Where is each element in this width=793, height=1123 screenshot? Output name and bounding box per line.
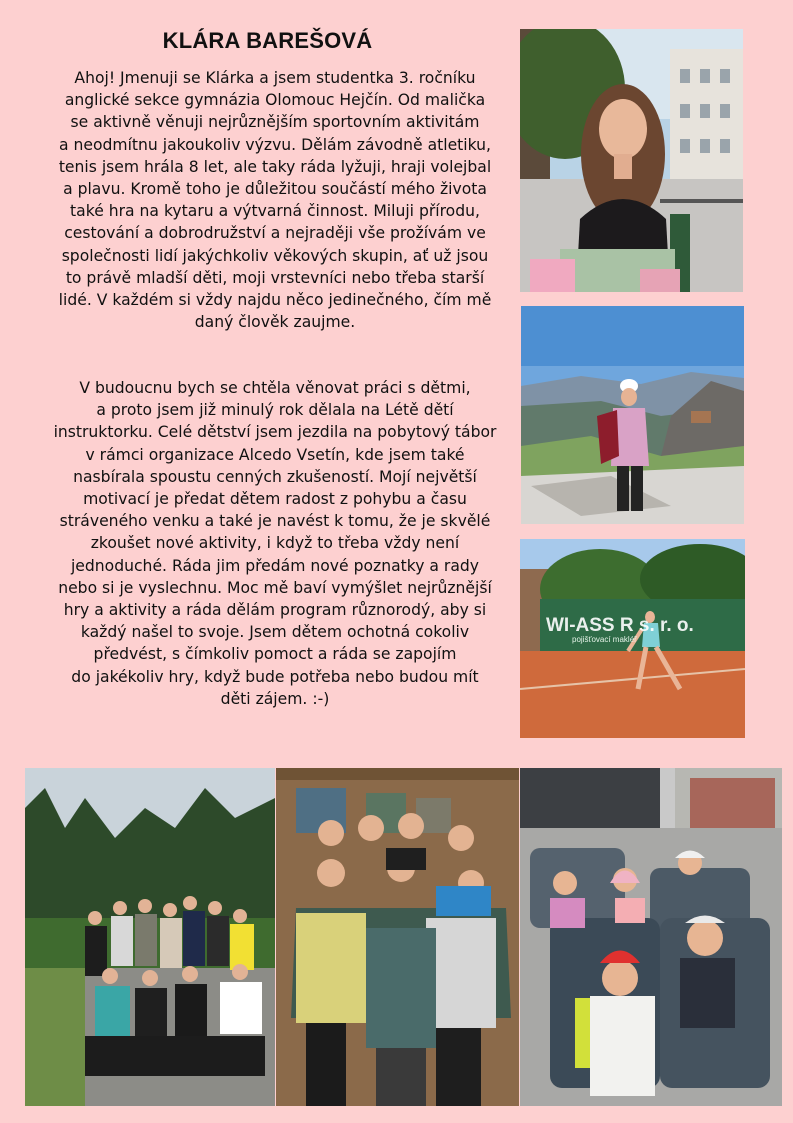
text-line: jednoduché. Ráda jim předám nové poznatky a rady xyxy=(70,556,480,575)
text-line: a plavu. Kromě toho je důležitou součástí mého života xyxy=(63,180,487,199)
text-line: společnosti lidí jakýchkoliv věkových skupin, ať už jsou xyxy=(61,246,489,265)
text-line: předvést, s čímkoliv pomoct a ráda se zapojím xyxy=(93,645,457,664)
text-line: cestování a dobrodružství a nejraději vše prožívám ve xyxy=(64,224,486,243)
intro-paragraph xyxy=(40,67,510,333)
text-line: a neodmítnu jakoukoliv výzvu. Dělám závodně atletiku, xyxy=(58,135,492,154)
page-title: KLÁRA BAREŠOVÁ xyxy=(162,28,373,53)
text-line: daný člověk zaujme. xyxy=(194,313,356,332)
text-line: každý našel to svoje. Jsem dětem ochotná cokoliv xyxy=(80,623,470,642)
tennis-banner-text: WI-ASS R s. r. o. xyxy=(546,615,694,636)
text-line: to právě mladší děti, moji vrstevníci nebo třeba starší xyxy=(65,268,485,287)
tennis-photo xyxy=(520,539,745,738)
text-line: se aktivně věnuji nejrůznějším sportovním aktivitám xyxy=(70,113,480,132)
group-outdoor-photo xyxy=(25,768,275,1106)
text-line: stráveného venku a také je navést k tomu, že je skvělé xyxy=(59,512,491,531)
text-line: do jakékoliv hry, když bude potřeba nebo budou mít xyxy=(71,667,479,686)
text-line: lidé. V každém si vždy najdu něco jedinečného, čím mě xyxy=(58,291,492,310)
text-line: nasbírala spoustu cenných zkušeností. Mojí největší xyxy=(73,467,477,486)
motivation-paragraph xyxy=(40,377,510,710)
text-line: V budoucnu bych se chtěla věnovat práci s dětmi, xyxy=(79,379,471,397)
portrait-photo xyxy=(520,29,743,292)
text-line: hry a aktivity a ráda dělám program různorodý, aby si xyxy=(63,601,487,620)
text-line: motivací je předat dětem radost z pohybu a času xyxy=(83,490,467,509)
text-line: také hra na kytaru a výtvarná činnost. Miluji přírodu, xyxy=(70,202,480,221)
text-line: nebo si je vyslechnu. Moc mě baví vymýšlet nejrůznější xyxy=(58,578,492,597)
text-line: zkoušet nové aktivity, i když to třeba vždy není xyxy=(90,534,460,553)
text-line: a proto jsem již minulý rok dělala na Létě dětí xyxy=(96,401,454,420)
mountain-hike-photo xyxy=(521,306,744,524)
text-line: anglické sekce gymnázia Olomouc Hejčín. Od malička xyxy=(64,91,486,110)
tennis-banner-subtext: pojišťovací makléř xyxy=(572,635,637,644)
text-line: tenis jsem hrála 8 let, ale taky ráda lyžuji, hraji volejbal xyxy=(58,157,492,176)
text-line: Ahoj! Jmenuji se Klárka a jsem studentka 3. ročníku xyxy=(74,69,476,87)
text-line: děti zájem. :-) xyxy=(220,689,330,708)
kids-bus-photo xyxy=(520,768,782,1106)
text-line: instruktorku. Celé dětství jsem jezdila na pobytový tábor xyxy=(53,423,497,442)
group-hug-photo xyxy=(276,768,519,1106)
text-line: v rámci organizace Alcedo Vsetín, kde jsem také xyxy=(85,445,465,464)
